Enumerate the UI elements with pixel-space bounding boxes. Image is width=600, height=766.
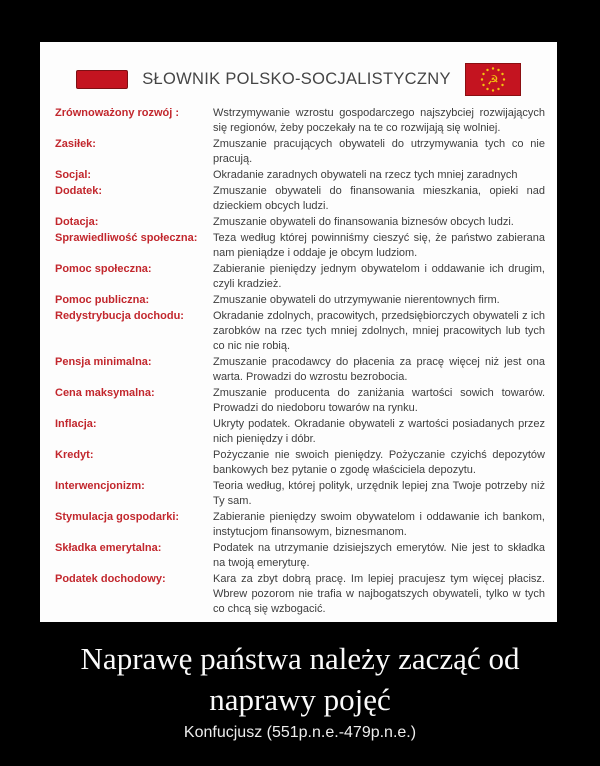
dictionary-entry	[55, 137, 545, 167]
term-label: Socjal:	[55, 169, 92, 181]
term-label: Dotacja:	[55, 216, 99, 228]
term-label: Zasiłek:	[55, 138, 96, 150]
term-definition: Wstrzymywanie wzrostu gospodarczego najszybciej rozwijających się regionów, żeby poczekały na te co rozwijają się wolniej.	[213, 107, 545, 134]
term-definition: Okradanie zaradnych obywateli na rzecz tych mniej zaradnych	[213, 169, 518, 181]
term-definition: Kara za zbyt dobrą pracę. Im lepiej pracujesz tym więcej płacisz. Wbrew pozorom nie trafia w najbogatszych obywateli, tylko w tych co chcą się wzbogacić.	[213, 573, 545, 615]
dictionary-entry	[55, 215, 545, 230]
dictionary-entry	[55, 168, 545, 183]
dictionary-entries	[40, 96, 557, 617]
dictionary-entry	[55, 479, 545, 509]
dictionary-entry	[55, 262, 545, 292]
term-label: Sprawiedliwość społeczna:	[55, 232, 198, 244]
term-label: Interwencjonizm:	[55, 480, 145, 492]
term-label: Redystrybucja dochodu:	[55, 310, 184, 322]
dictionary-entry	[55, 448, 545, 478]
term-definition: Pożyczanie nie swoich pieniędzy. Pożyczanie czyichś depozytów bankowych bez pytanie o zgodę właściciela depozytu.	[213, 449, 545, 476]
term-definition: Ukryty podatek. Okradanie obywateli z wartości posiadanych przez nich pieniędzy i dóbr.	[213, 418, 545, 445]
term-definition: Teoria według, której polityk, urzędnik lepiej zna Twoje potrzeby niż Ty sam.	[213, 480, 545, 507]
term-definition: Zmuszanie producenta do zaniżania wartości sowich towarów. Prowadzi do niedoboru towarów na rynku.	[213, 387, 545, 414]
polish-flag-icon	[76, 70, 128, 89]
dictionary-entry	[55, 572, 545, 617]
dictionary-entry	[55, 184, 545, 214]
dictionary-entry	[55, 417, 545, 447]
term-label: Pomoc społeczna:	[55, 263, 152, 275]
dictionary-title: SŁOWNIK POLSKO-SOCJALISTYCZNY	[142, 70, 451, 88]
dictionary-entry	[55, 355, 545, 385]
term-definition: Teza według której powinniśmy cieszyć się, że państwo zabierana nam pieniądze i oddaje je obcym ludziom.	[213, 232, 545, 259]
dictionary-entry	[55, 106, 545, 136]
term-definition: Zabieranie pieniędzy swoim obywatelom i oddawanie ich bankom, instytucjom finansowym, biznesmanom.	[213, 511, 545, 538]
term-label: Cena maksymalna:	[55, 387, 155, 399]
term-label: Podatek dochodowy:	[55, 573, 166, 585]
term-definition: Okradanie zdolnych, pracowitych, przedsiębiorczych obywateli z ich zarobków na rzec tych mniej zdolnych, mniej pracowitych lub tych co nic nie robią.	[213, 310, 545, 352]
term-label: Stymulacja gospodarki:	[55, 511, 180, 523]
dictionary-entry	[55, 309, 545, 354]
term-label: Dodatek:	[55, 185, 103, 197]
dictionary-poster	[40, 42, 557, 622]
caption-attribution: Konfucjusz (551p.n.e.-479p.n.e.)	[183, 724, 417, 741]
term-label: Składka emerytalna:	[55, 542, 162, 554]
poster-header	[40, 42, 557, 96]
term-definition: Zmuszanie pracujących obywateli do utrzymywania tych co nie pracują.	[213, 138, 545, 165]
term-label: Kredyt:	[55, 449, 94, 461]
term-label: Zrównoważony rozwój :	[55, 107, 180, 119]
dictionary-entry	[55, 293, 545, 308]
dictionary-entry	[55, 541, 545, 571]
term-definition: Podatek na utrzymanie dzisiejszych emerytów. Nie jest to składka na twoją emeryturę.	[213, 542, 545, 569]
term-label: Inflacja:	[55, 418, 97, 430]
term-definition: Zmuszanie pracodawcy do płacenia za pracę więcej niż jest ona warta. Prowadzi do wzrostu bezrobocia.	[213, 356, 545, 383]
term-definition: Zmuszanie obywateli do finansowania mieszkania, opieki nad dzieckiem obcych ludzi.	[213, 185, 545, 212]
dictionary-entry	[55, 231, 545, 261]
term-definition: Zmuszanie obywateli do finansowania biznesów obcych ludzi.	[213, 216, 514, 228]
term-definition: Zabieranie pieniędzy jednym obywatelom i oddawanie ich drugim, czyli kradzież.	[213, 263, 545, 290]
term-label: Pomoc publiczna:	[55, 294, 150, 306]
dictionary-entry	[55, 510, 545, 540]
term-definition: Zmuszanie obywateli do utrzymywanie nierentownych firm.	[213, 294, 500, 306]
term-label: Pensja minimalna:	[55, 356, 152, 368]
hammer-and-sickle-icon: ☭	[486, 73, 499, 89]
caption-quote: Naprawę państwa należy zacząć od naprawy pojęć	[80, 641, 520, 717]
dictionary-entry	[55, 386, 545, 416]
communist-flag-icon	[465, 63, 521, 96]
